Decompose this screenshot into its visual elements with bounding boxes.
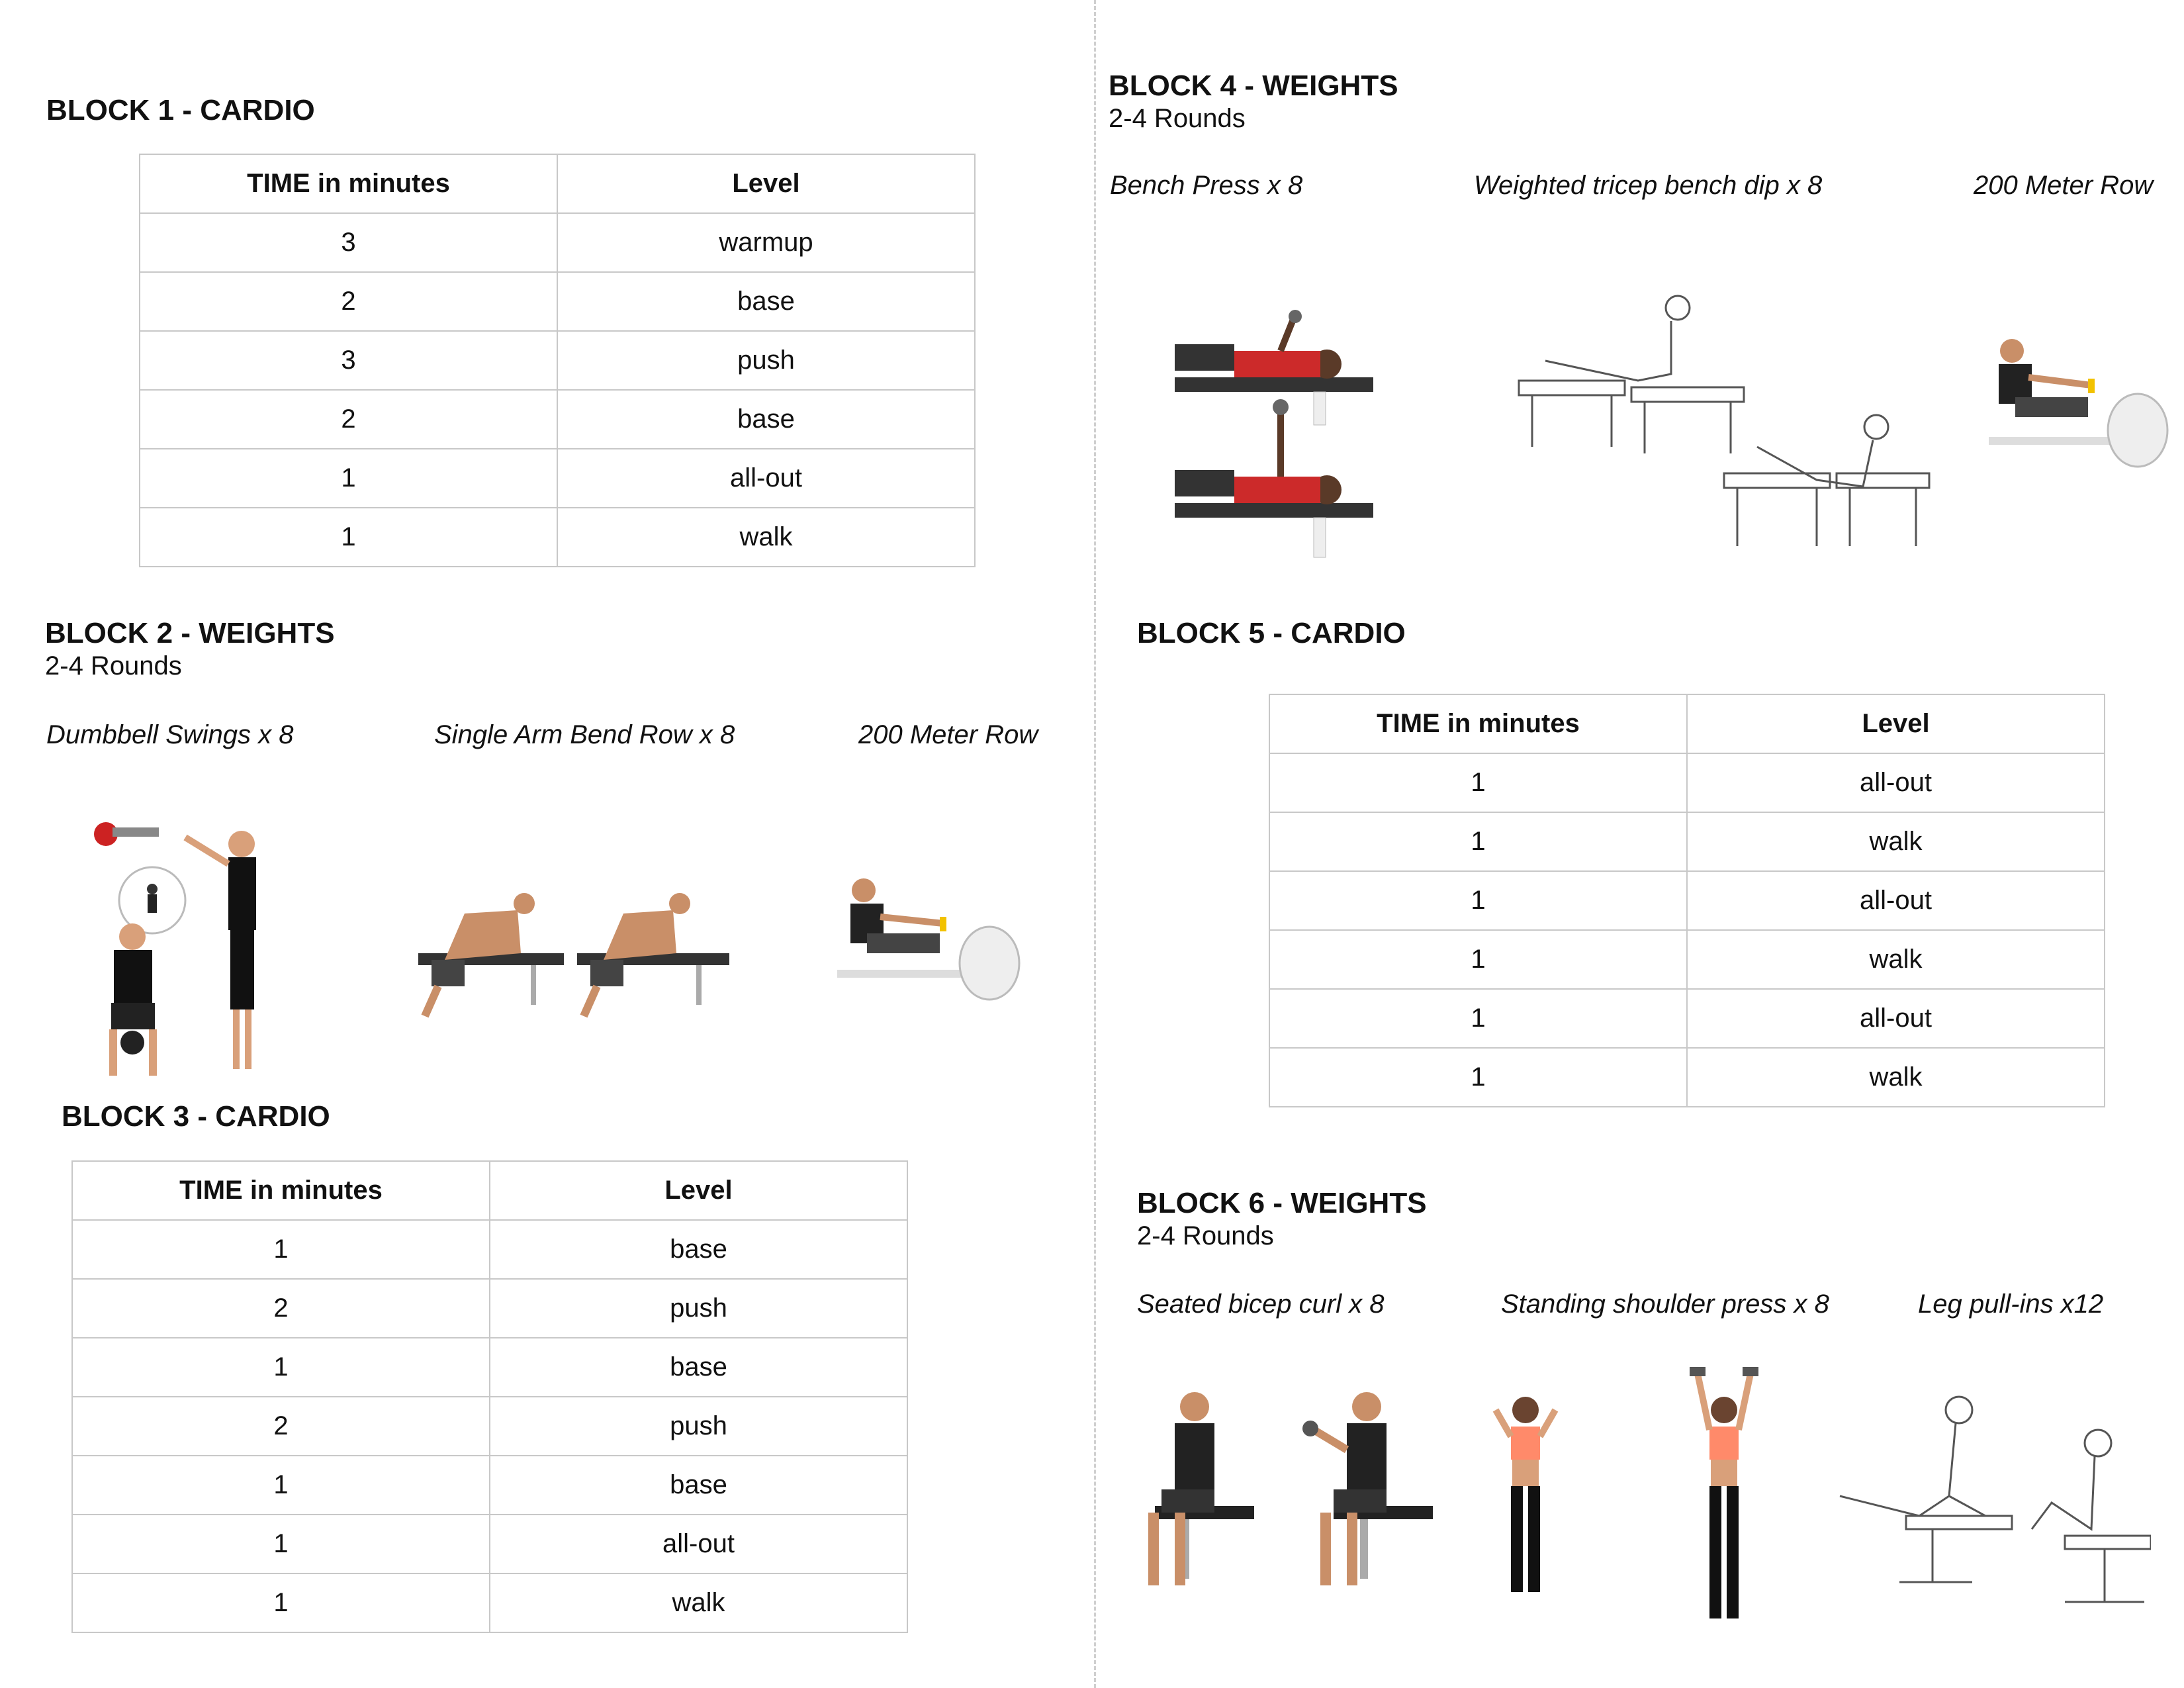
table-row [72,1279,907,1338]
block3-title: BLOCK 3 - CARDIO [62,1100,330,1133]
block6-exercise-3: Leg pull-ins x12 [1918,1289,2104,1319]
block6-title: BLOCK 6 - WEIGHTS [1137,1187,1427,1219]
table-header-row [1269,694,2105,753]
table-row [72,1397,907,1456]
level-cell: all-out [490,1515,907,1573]
time-cell: 2 [140,390,557,449]
table-row [140,390,975,449]
table-row [72,1573,907,1632]
time-cell: 3 [140,213,557,272]
block4-exercise-1: Bench Press x 8 [1110,171,1303,200]
level-cell: base [557,272,975,331]
time-cell: 1 [1269,989,1687,1048]
table-row [72,1220,907,1279]
level-cell: all-out [1687,989,2105,1048]
block4-exercise-2: Weighted tricep bench dip x 8 [1474,171,1823,200]
time-cell: 1 [140,508,557,567]
table-row [72,1515,907,1573]
time-cell: 1 [1269,930,1687,989]
dumbbell-swings-illustration [86,811,278,1082]
time-cell: 1 [72,1456,490,1515]
block5-title: BLOCK 5 - CARDIO [1137,617,1406,649]
time-cell: 2 [140,272,557,331]
table-row [72,1338,907,1397]
time-cell: 1 [1269,871,1687,930]
shoulder-press-illustration [1479,1364,1770,1642]
time-cell: 1 [72,1573,490,1632]
page-divider [1094,0,1096,1688]
table-row [1269,989,2105,1048]
level-header: Level [490,1161,907,1220]
level-cell: warmup [557,213,975,272]
level-cell: walk [1687,930,2105,989]
level-cell: base [557,390,975,449]
block6-rounds: 2-4 Rounds [1137,1221,1274,1250]
block3-table [71,1160,908,1633]
block1-title: BLOCK 1 - CARDIO [46,94,315,126]
block5-table [1269,694,2105,1107]
table-row [140,449,975,508]
table-row [1269,812,2105,871]
level-cell: all-out [1687,753,2105,812]
table-row [140,213,975,272]
level-cell: walk [1687,812,2105,871]
block4-exercise-3: 200 Meter Row [1974,171,2154,200]
time-header: TIME in minutes [140,154,557,213]
level-cell: walk [490,1573,907,1632]
rowing-machine-illustration [1982,331,2171,490]
block1-table [139,154,976,567]
block2-exercise-2: Single Arm Bend Row x 8 [434,720,735,749]
time-cell: 1 [72,1220,490,1279]
single-arm-row-illustration [405,880,740,1023]
table-row [140,331,975,390]
block2-rounds: 2-4 Rounds [45,651,182,680]
time-header: TIME in minutes [72,1161,490,1220]
level-cell: all-out [557,449,975,508]
table-row [1269,1048,2105,1107]
rowing-machine-illustration [831,870,1023,1023]
level-cell: all-out [1687,871,2105,930]
level-cell: push [490,1279,907,1338]
level-cell: push [490,1397,907,1456]
level-cell: walk [1687,1048,2105,1107]
level-header: Level [1687,694,2105,753]
tricep-bench-dip-illustration [1506,288,1936,566]
block2-exercise-1: Dumbbell Swings x 8 [46,720,294,749]
time-cell: 1 [72,1338,490,1397]
block4-rounds: 2-4 Rounds [1109,104,1246,133]
block2-title: BLOCK 2 - WEIGHTS [45,617,335,649]
time-cell: 2 [72,1397,490,1456]
table-row [72,1456,907,1515]
table-header-row [72,1161,907,1220]
seated-bicep-curl-illustration [1115,1383,1449,1602]
time-cell: 1 [1269,1048,1687,1107]
time-cell: 1 [1269,812,1687,871]
table-row [140,272,975,331]
time-cell: 3 [140,331,557,390]
level-cell: base [490,1220,907,1279]
time-cell: 2 [72,1279,490,1338]
bench-press-illustration [1148,305,1413,569]
level-cell: push [557,331,975,390]
table-row [1269,930,2105,989]
table-header-row [140,154,975,213]
level-cell: walk [557,508,975,567]
block6-exercise-1: Seated bicep curl x 8 [1137,1289,1385,1319]
time-cell: 1 [1269,753,1687,812]
table-row [1269,753,2105,812]
level-header: Level [557,154,975,213]
block6-exercise-2: Standing shoulder press x 8 [1501,1289,1829,1319]
time-cell: 1 [140,449,557,508]
time-header: TIME in minutes [1269,694,1687,753]
block2-exercise-3: 200 Meter Row [858,720,1038,749]
level-cell: base [490,1338,907,1397]
level-cell: base [490,1456,907,1515]
time-cell: 1 [72,1515,490,1573]
block4-title: BLOCK 4 - WEIGHTS [1109,70,1398,102]
table-row [1269,871,2105,930]
table-row [140,508,975,567]
leg-pull-ins-illustration [1813,1383,2151,1622]
